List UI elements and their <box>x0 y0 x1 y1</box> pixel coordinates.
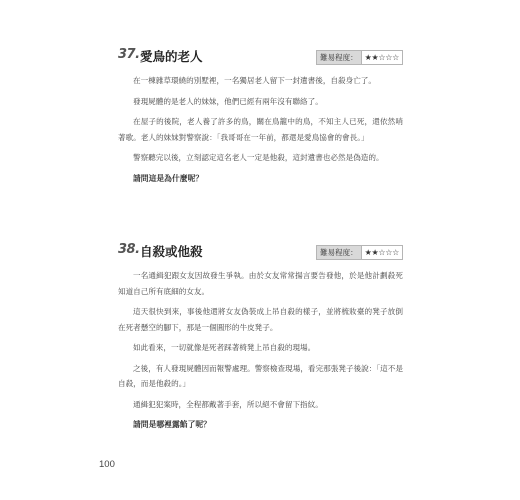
paragraph: 發現屍體的是老人的妹妹，他們已經有兩年沒有聯絡了。 <box>133 96 323 106</box>
question: 請問這是為什麼呢？ <box>133 173 204 183</box>
paragraph: 之後，有人發現屍體因而報警處理。警察檢查現場，看完那張凳子後說：「這不是自殺，而是他殺的。」 <box>118 363 403 388</box>
puzzle-number: 37. <box>118 47 140 62</box>
paragraph: 這天很快到來，事後他還將女友偽裝成上吊自殺的樣子，並將梳妝臺的凳子放倒在死者懸空的腳下，那是一個圓形的牛皮凳子。 <box>118 307 403 332</box>
difficulty-badge <box>316 50 403 65</box>
puzzle-38 <box>118 242 403 432</box>
puzzle-number: 38. <box>118 242 140 257</box>
puzzle-body <box>118 268 403 432</box>
difficulty-label: 難易程度： <box>317 51 362 64</box>
puzzle-37 <box>118 47 403 186</box>
puzzle-title: 自殺或他殺 <box>140 244 203 259</box>
paragraph: 在一棟雜草環繞的別墅裡，一名獨居老人留下一封遺書後，自殺身亡了。 <box>133 76 376 85</box>
question: 請問是哪裡露餡了呢？ <box>133 420 211 429</box>
paragraph: 如此看來，一切就像是死者踩著椅凳上吊自殺的現場。 <box>133 343 316 352</box>
difficulty-label: 難易程度： <box>317 246 362 259</box>
paragraph: 一名通緝犯跟女友因故發生爭執。由於女友常常揚言要告發他，於是他計劃殺死知道自己所有底細的女友。 <box>118 271 403 296</box>
puzzle-header <box>118 242 403 260</box>
paragraph: 在屋子的後院，老人養了許多的鳥，關在鳥籠中的鳥，不知主人已死，還依然哨著歌。老人的妹妹對警察說：「我哥哥在一年前，都還是愛鳥協會的會長。」 <box>118 117 403 142</box>
puzzle-title: 愛鳥的老人 <box>140 49 203 64</box>
puzzle-body <box>118 73 403 186</box>
paragraph: 警察聽完以後，立刻認定這名老人一定是他殺，這封遺書也必然是偽造的。 <box>133 153 384 162</box>
difficulty-stars: ★★☆☆☆ <box>362 246 402 259</box>
difficulty-badge <box>316 245 403 260</box>
page-number: 100 <box>99 459 115 470</box>
paragraph: 通緝犯犯案時，全程都戴著手套，所以絕不會留下指紋。 <box>133 399 323 409</box>
puzzle-header <box>118 47 403 65</box>
difficulty-stars: ★★☆☆☆ <box>362 51 402 64</box>
